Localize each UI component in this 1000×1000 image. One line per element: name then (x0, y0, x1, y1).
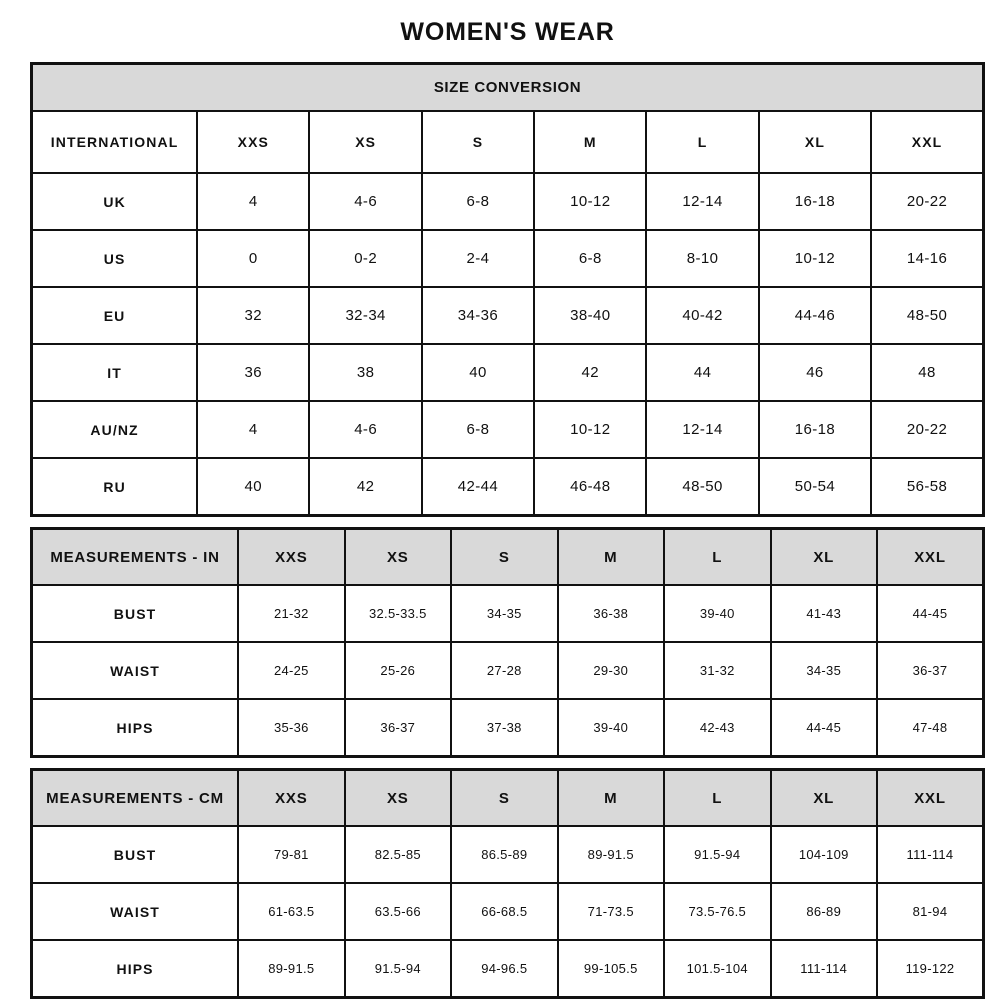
cell-cm-hips-m: 99-105.5 (558, 940, 664, 998)
size-header-in-m: M (558, 529, 664, 586)
row-label-au-nz: AU/NZ (32, 401, 198, 458)
column-header-international: INTERNATIONAL (32, 111, 198, 173)
cell-cm-bust-s: 86.5-89 (451, 826, 557, 883)
measurements-in-title: MEASUREMENTS - IN (32, 529, 239, 586)
cell-us-xs: 0-2 (309, 230, 421, 287)
cell-ru-xs: 42 (309, 458, 421, 516)
cell-au-nz-l: 12-14 (646, 401, 758, 458)
cell-cm-bust-xs: 82.5-85 (345, 826, 451, 883)
table-row (32, 287, 984, 344)
cell-cm-bust-xxl: 111-114 (877, 826, 984, 883)
measurements-in-header-row (32, 529, 984, 586)
measurements-cm-header-row (32, 770, 984, 827)
cell-in-hips-m: 39-40 (558, 699, 664, 757)
page-title: WOMEN'S WEAR (400, 18, 615, 46)
cell-us-s: 2-4 (422, 230, 534, 287)
cell-cm-bust-xl: 104-109 (771, 826, 877, 883)
cell-eu-s: 34-36 (422, 287, 534, 344)
table-row (32, 642, 984, 699)
column-header-m: M (534, 111, 646, 173)
measurements-in-table (30, 527, 985, 758)
cell-in-bust-s: 34-35 (451, 585, 557, 642)
cell-ru-xxl: 56-58 (871, 458, 983, 516)
table-row (32, 699, 984, 757)
table-row (32, 401, 984, 458)
cell-in-bust-m: 36-38 (558, 585, 664, 642)
size-header-in-l: L (664, 529, 770, 586)
cell-us-xxl: 14-16 (871, 230, 983, 287)
column-header-s: S (422, 111, 534, 173)
cell-in-waist-xl: 34-35 (771, 642, 877, 699)
cell-cm-hips-l: 101.5-104 (664, 940, 770, 998)
row-label-uk: UK (32, 173, 198, 230)
cell-it-xxl: 48 (871, 344, 983, 401)
cell-it-m: 42 (534, 344, 646, 401)
cell-cm-waist-s: 66-68.5 (451, 883, 557, 940)
size-header-in-xs: XS (345, 529, 451, 586)
cell-cm-hips-xs: 91.5-94 (345, 940, 451, 998)
row-label-us: US (32, 230, 198, 287)
cell-au-nz-xxl: 20-22 (871, 401, 983, 458)
cell-eu-xl: 44-46 (759, 287, 871, 344)
table-row (32, 344, 984, 401)
cell-us-m: 6-8 (534, 230, 646, 287)
cell-in-bust-l: 39-40 (664, 585, 770, 642)
cell-in-hips-s: 37-38 (451, 699, 557, 757)
column-header-xxs: XXS (197, 111, 309, 173)
row-label-eu: EU (32, 287, 198, 344)
cell-cm-waist-l: 73.5-76.5 (664, 883, 770, 940)
cell-in-hips-l: 42-43 (664, 699, 770, 757)
cell-au-nz-m: 10-12 (534, 401, 646, 458)
measurements-cm-table (30, 768, 985, 999)
cell-uk-m: 10-12 (534, 173, 646, 230)
cell-it-xl: 46 (759, 344, 871, 401)
table-row (32, 585, 984, 642)
cell-eu-xxs: 32 (197, 287, 309, 344)
cell-uk-xs: 4-6 (309, 173, 421, 230)
table-row (32, 458, 984, 516)
table-row (32, 826, 984, 883)
cell-us-xxs: 0 (197, 230, 309, 287)
cell-eu-xs: 32-34 (309, 287, 421, 344)
cell-cm-waist-xxs: 61-63.5 (238, 883, 344, 940)
cell-us-xl: 10-12 (759, 230, 871, 287)
size-header-cm-xl: XL (771, 770, 877, 827)
cell-uk-l: 12-14 (646, 173, 758, 230)
cell-cm-hips-xxs: 89-91.5 (238, 940, 344, 998)
column-header-xxl: XXL (871, 111, 983, 173)
table-row (32, 173, 984, 230)
column-header-xs: XS (309, 111, 421, 173)
cell-cm-bust-m: 89-91.5 (558, 826, 664, 883)
size-conversion-banner: SIZE CONVERSION (32, 64, 984, 112)
cell-uk-xl: 16-18 (759, 173, 871, 230)
cell-cm-waist-m: 71-73.5 (558, 883, 664, 940)
cell-in-bust-xxs: 21-32 (238, 585, 344, 642)
cell-uk-xxl: 20-22 (871, 173, 983, 230)
size-header-in-s: S (451, 529, 557, 586)
row-label-cm-waist: WAIST (32, 883, 239, 940)
row-label-cm-bust: BUST (32, 826, 239, 883)
cell-in-hips-xxs: 35-36 (238, 699, 344, 757)
size-header-cm-s: S (451, 770, 557, 827)
size-header-cm-xxl: XXL (877, 770, 984, 827)
cell-ru-l: 48-50 (646, 458, 758, 516)
cell-cm-waist-xl: 86-89 (771, 883, 877, 940)
cell-it-s: 40 (422, 344, 534, 401)
measurements-cm-title: MEASUREMENTS - CM (32, 770, 239, 827)
cell-in-waist-xs: 25-26 (345, 642, 451, 699)
size-conversion-table (30, 62, 985, 517)
cell-in-hips-xl: 44-45 (771, 699, 877, 757)
cell-cm-hips-xl: 111-114 (771, 940, 877, 998)
cell-in-waist-s: 27-28 (451, 642, 557, 699)
table-row (32, 230, 984, 287)
cell-eu-xxl: 48-50 (871, 287, 983, 344)
cell-us-l: 8-10 (646, 230, 758, 287)
table-row (32, 940, 984, 998)
cell-au-nz-s: 6-8 (422, 401, 534, 458)
row-label-in-bust: BUST (32, 585, 239, 642)
row-label-it: IT (32, 344, 198, 401)
row-label-ru: RU (32, 458, 198, 516)
cell-au-nz-xl: 16-18 (759, 401, 871, 458)
size-header-in-xxs: XXS (238, 529, 344, 586)
size-conversion-column-header-row (32, 111, 984, 173)
row-label-cm-hips: HIPS (32, 940, 239, 998)
size-header-cm-xs: XS (345, 770, 451, 827)
cell-uk-s: 6-8 (422, 173, 534, 230)
cell-cm-bust-l: 91.5-94 (664, 826, 770, 883)
cell-it-xs: 38 (309, 344, 421, 401)
row-label-in-hips: HIPS (32, 699, 239, 757)
column-header-l: L (646, 111, 758, 173)
cell-eu-l: 40-42 (646, 287, 758, 344)
cell-cm-hips-s: 94-96.5 (451, 940, 557, 998)
cell-ru-s: 42-44 (422, 458, 534, 516)
table-row (32, 883, 984, 940)
cell-ru-m: 46-48 (534, 458, 646, 516)
cell-in-bust-xxl: 44-45 (877, 585, 984, 642)
cell-it-l: 44 (646, 344, 758, 401)
column-header-xl: XL (759, 111, 871, 173)
cell-in-waist-l: 31-32 (664, 642, 770, 699)
cell-in-hips-xxl: 47-48 (877, 699, 984, 757)
cell-au-nz-xs: 4-6 (309, 401, 421, 458)
cell-ru-xl: 50-54 (759, 458, 871, 516)
cell-in-hips-xs: 36-37 (345, 699, 451, 757)
cell-uk-xxs: 4 (197, 173, 309, 230)
size-header-in-xl: XL (771, 529, 877, 586)
cell-in-bust-xs: 32.5-33.5 (345, 585, 451, 642)
cell-cm-waist-xxl: 81-94 (877, 883, 984, 940)
size-header-cm-m: M (558, 770, 664, 827)
size-header-cm-l: L (664, 770, 770, 827)
cell-it-xxs: 36 (197, 344, 309, 401)
cell-eu-m: 38-40 (534, 287, 646, 344)
row-label-in-waist: WAIST (32, 642, 239, 699)
cell-cm-bust-xxs: 79-81 (238, 826, 344, 883)
size-header-cm-xxs: XXS (238, 770, 344, 827)
cell-au-nz-xxs: 4 (197, 401, 309, 458)
cell-in-waist-xxl: 36-37 (877, 642, 984, 699)
cell-cm-waist-xs: 63.5-66 (345, 883, 451, 940)
size-conversion-banner-row (32, 64, 984, 112)
cell-in-waist-m: 29-30 (558, 642, 664, 699)
cell-ru-xxs: 40 (197, 458, 309, 516)
cell-in-waist-xxs: 24-25 (238, 642, 344, 699)
cell-cm-hips-xxl: 119-122 (877, 940, 984, 998)
size-header-in-xxl: XXL (877, 529, 984, 586)
cell-in-bust-xl: 41-43 (771, 585, 877, 642)
